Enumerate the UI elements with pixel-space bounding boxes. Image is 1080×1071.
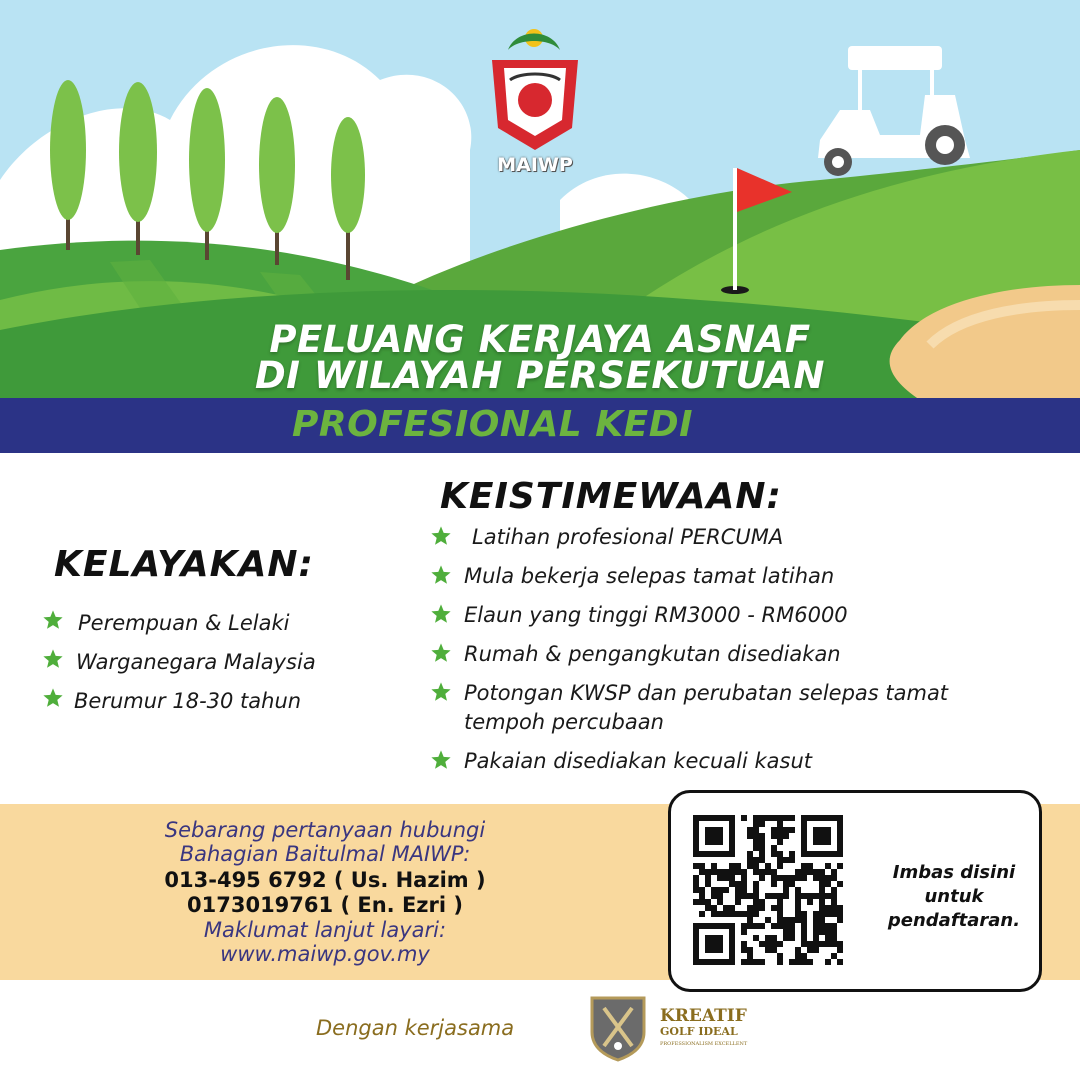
list-item: Warganegara Malaysia <box>42 648 422 687</box>
qualifications-list <box>42 609 422 726</box>
logo-text: MAIWP <box>497 154 573 176</box>
star-icon <box>430 749 452 771</box>
list-item: Latihan profesional PERCUMA <box>430 525 1070 564</box>
benefits-list <box>430 525 1070 788</box>
job-title: PROFESIONAL KEDI <box>292 404 694 445</box>
partner-name-1: KREATIF <box>660 1006 747 1026</box>
star-icon <box>42 609 64 631</box>
list-item: Potongan KWSP dan perubatan selepas tamat tempoh percubaan <box>430 681 1070 749</box>
keistimewaan-heading: KEISTIMEWAAN: <box>440 476 782 517</box>
shield-icon <box>588 992 648 1062</box>
list-item: Berumur 18-30 tahun <box>42 687 422 726</box>
qr-card <box>668 790 1042 992</box>
job-title-band <box>0 398 1080 453</box>
contact-line-1: Sebarang pertanyaan hubungi <box>164 818 486 842</box>
list-item: Perempuan & Lelaki <box>42 609 422 648</box>
website-link[interactable]: www.maiwp.gov.my <box>220 942 430 966</box>
contact-line-5: Maklumat lanjut layari: <box>203 918 447 942</box>
list-item: Elaun yang tinggi RM3000 - RM6000 <box>430 603 1070 642</box>
star-icon <box>430 525 452 547</box>
contact-line-2: Bahagian Baitulmal MAIWP: <box>179 842 471 866</box>
title-line-1: PELUANG KERJAYA ASNAF <box>269 318 811 361</box>
title-line-2: DI WILAYAH PERSEKUTUAN <box>254 354 826 397</box>
partner-logo <box>588 992 648 1062</box>
list-item: Mula bekerja selepas tamat latihan <box>430 564 1070 603</box>
phone-hazim[interactable]: 013-495 6792 ( Us. Hazim ) <box>164 868 486 892</box>
qr-caption: Imbas disini untuk pendaftaran. <box>887 862 1021 931</box>
partner-label: Dengan kerjasama <box>316 1016 515 1040</box>
star-icon <box>42 648 64 670</box>
kelayakan-heading: KELAYAKAN: <box>54 544 314 585</box>
star-icon <box>430 681 452 703</box>
qr-code[interactable] <box>693 815 843 965</box>
list-item: Rumah & pengangkutan disediakan <box>430 642 1070 681</box>
maiwp-logo <box>480 20 590 180</box>
star-icon <box>430 564 452 586</box>
partner-tagline: PROFESSIONALISM EXCELLENT <box>660 1041 748 1047</box>
partner-name-2: GOLF IDEAL <box>660 1025 738 1038</box>
star-icon <box>430 603 452 625</box>
list-item: Pakaian disediakan kecuali kasut <box>430 749 1070 788</box>
phone-ezri[interactable]: 0173019761 ( En. Ezri ) <box>187 893 463 917</box>
star-icon <box>430 642 452 664</box>
star-icon <box>42 687 64 709</box>
